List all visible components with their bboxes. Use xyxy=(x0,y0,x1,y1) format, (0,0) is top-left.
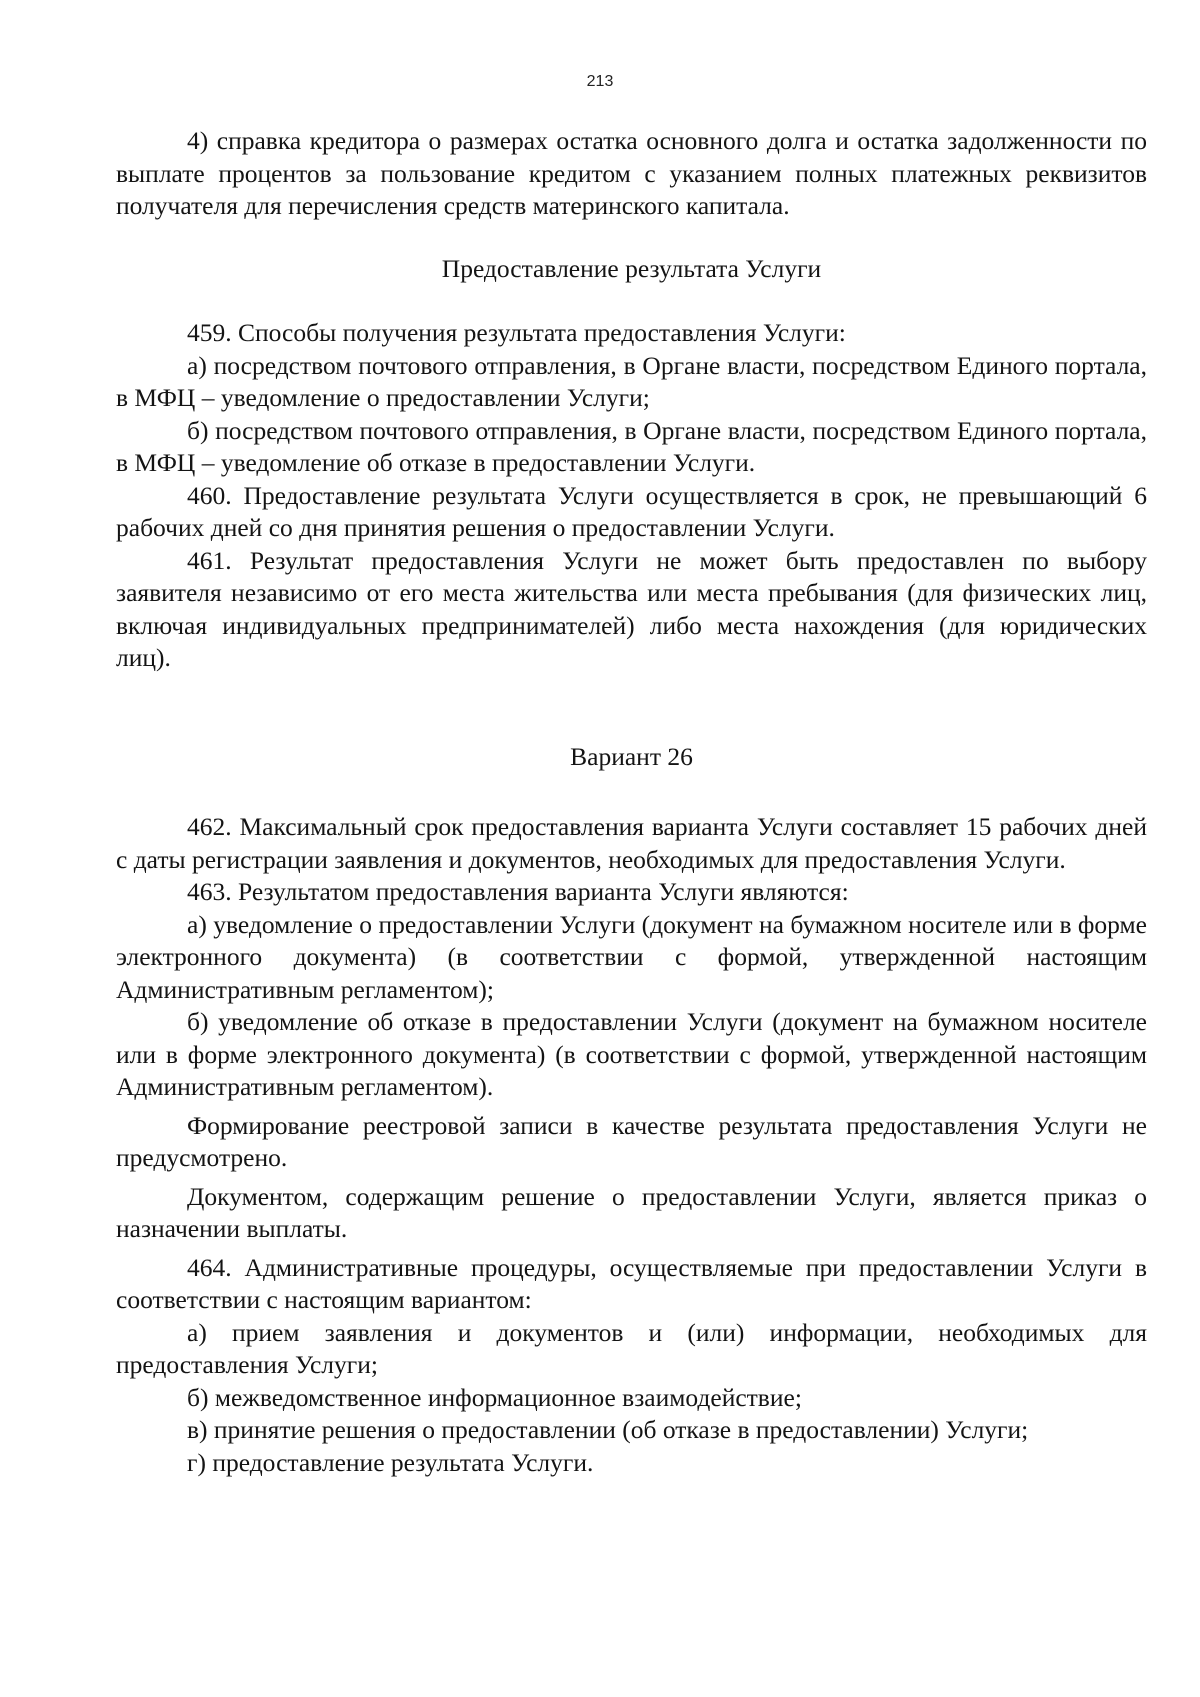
paragraph-459-a: а) посредством почтового отправления, в Органе власти, посредством Единого портала, в МФЦ – уведомление о предоставлении Услуги; xyxy=(116,350,1147,412)
paragraph-463: 463. Результатом предоставления варианта Услуги являются: xyxy=(187,877,849,906)
paragraph-463-b: б) уведомление об отказе в предоставлении Услуги (документ на бумажном носителе или в форме электронного документа) (в соответствии с формой, утвержденной настоящим Административным регламентом). xyxy=(116,1007,1147,1101)
paragraph-459-b: б) посредством почтового отправления, в Органе власти, посредством Единого портала, в МФЦ – уведомление об отказе в предоставлении Услуги. xyxy=(116,415,1147,477)
paragraph-464: 464. Административные процедуры, осуществляемые при предоставлении Услуги в соответствии с настоящим вариантом: xyxy=(116,1252,1147,1314)
paragraph-464-a: а) прием заявления и документов и (или) информации, необходимых для предоставления Услуги; xyxy=(116,1317,1147,1379)
paragraph-464-c: в) принятие решения о предоставлении (об отказе в предоставлении) Услуги; xyxy=(187,1415,1029,1444)
section-heading: Предоставление результата Услуги xyxy=(441,253,822,283)
page-number: 213 xyxy=(586,73,614,90)
document-body xyxy=(116,125,1147,1479)
paragraph-top: 4) справка кредитора о размерах остатка основного долга и остатка задолженности по выплате процентов за пользование кредитом с указанием полных платежных реквизитов получателя для перечисления средств материнского капитала. xyxy=(116,126,1147,220)
paragraph-463-a: а) уведомление о предоставлении Услуги (документ на бумажном носителе или в форме электронного документа) (в соответствии с формой, утвержденной настоящим Административным регламентом); xyxy=(116,909,1147,1004)
paragraph-462: 462. Максимальный срок предоставления варианта Услуги составляет 15 рабочих дней с даты регистрации заявления и документов, необходимых для предоставления Услуги. xyxy=(116,812,1147,874)
paragraph-decision-document: Документом, содержащим решение о предоставлении Услуги, является приказ о назначении выплаты. xyxy=(116,1181,1147,1243)
variant-heading: Вариант 26 xyxy=(570,741,693,771)
paragraph-460: 460. Предоставление результата Услуги осуществляется в срок, не превышающий 6 рабочих дней со дня принятия решения о предоставлении Услуги. xyxy=(116,480,1147,542)
paragraph-464-b: б) межведомственное информационное взаимодействие; xyxy=(187,1382,802,1412)
paragraph-464-d: г) предоставление результата Услуги. xyxy=(187,1447,594,1477)
paragraph-459: 459. Способы получения результата предоставления Услуги: xyxy=(187,318,846,347)
paragraph-registry-record: Формирование реестровой записи в качестве результата предоставления Услуги не предусмотрено. xyxy=(116,1110,1147,1172)
paragraph-461: 461. Результат предоставления Услуги не может быть предоставлен по выбору заявителя независимо от его места жительства или места пребывания (для физических лиц, включая индивидуальных предпринимателей) либо места нахождения (для юридических лиц). xyxy=(116,545,1147,672)
